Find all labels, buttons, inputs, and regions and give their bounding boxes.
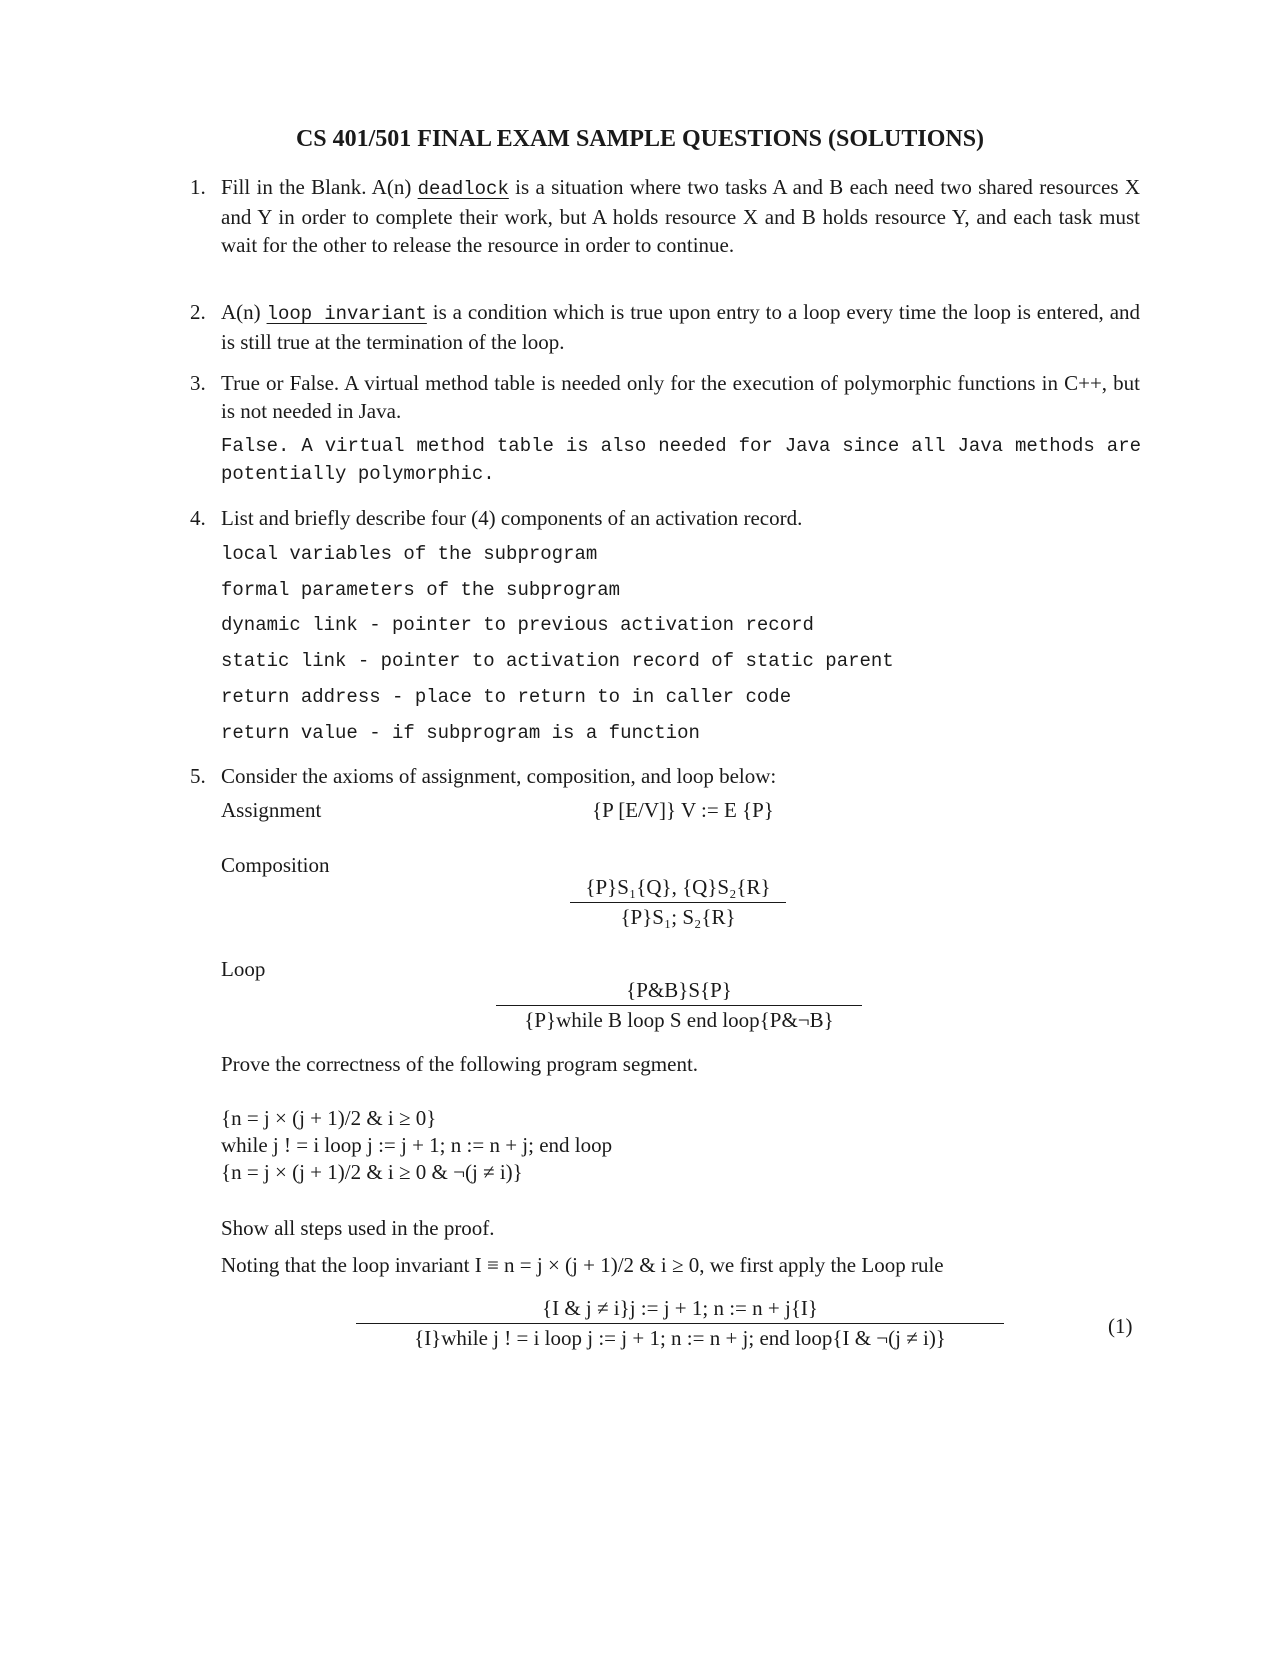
program-line: {n = j × (j + 1)/2 & i ≥ 0 & ¬(j ≠ i)}: [221, 1160, 523, 1184]
question-text: Consider the axioms of assignment, composition, and loop below:: [221, 764, 777, 788]
answer-item: dynamic link - pointer to previous activation record: [221, 614, 814, 636]
question-text-continued: is a condition which is true upon entry to a loop every time the loop is entered, and is still true at the termination of the loop.: [221, 300, 1141, 354]
question-number: 5.: [190, 764, 206, 788]
question-text: Fill in the Blank. A(n): [221, 175, 412, 199]
program-line: while j ! = i loop j := j + 1; n := n + j; end loop: [221, 1133, 613, 1157]
question-2: [190, 298, 1140, 356]
question-text: List and briefly describe four (4) components of an activation record.: [221, 506, 803, 530]
question-number: 3.: [190, 371, 206, 395]
answer-item: return address - place to return to in caller code: [221, 686, 792, 708]
equation-conclusion: {I}while j ! = i loop j := j + 1; n := n + j; end loop{I & ¬(j ≠ i)}: [414, 1326, 946, 1350]
loop-rule: [496, 978, 862, 1033]
composition-label: Composition: [221, 853, 330, 877]
question-text-continued: is a situation where two tasks A and B each need two shared resources X and Y in order to complete their work, but A holds resource X and B holds resource Y, and each task must wait for the other to release the resource in order to continue.: [221, 175, 1141, 257]
answer-item: local variables of the subprogram: [221, 543, 598, 565]
loop-label: Loop: [221, 957, 266, 981]
answer-item: static link - pointer to activation record of static parent: [221, 650, 894, 672]
page-title: CS 401/501 FINAL EXAM SAMPLE QUESTIONS (SOLUTIONS): [295, 126, 985, 152]
question-5: [190, 762, 1140, 790]
question-4: [190, 504, 1140, 532]
question-text: True or False. A virtual method table is needed only for the execution of polymorphic functions in C++, but is not needed in Java.: [221, 371, 1140, 423]
question-number: 2.: [190, 300, 206, 324]
answer-text: False. A virtual method table is also needed for Java since all Java methods are potentially polymorphic.: [221, 435, 1141, 485]
answer-blank: loop invariant: [266, 303, 427, 325]
loop-conclusion: {P}while B loop S end loop{P&¬B}: [524, 1008, 834, 1032]
answer-item: return value - if subprogram is a function: [221, 722, 700, 744]
answer-item: formal parameters of the subprogram: [221, 579, 621, 601]
question-number: 4.: [190, 506, 206, 530]
prove-instruction: Prove the correctness of the following program segment.: [221, 1052, 699, 1076]
composition-rule: [570, 875, 786, 930]
answer-blank: deadlock: [417, 178, 509, 200]
assignment-label: Assignment: [221, 798, 322, 822]
question-text: A(n): [221, 300, 261, 324]
composition-premise: {P}S₁{Q}, {Q}S₂{R}: [570, 875, 786, 903]
question-number: 1.: [190, 175, 206, 199]
question-3: [190, 369, 1140, 425]
question-1: [190, 173, 1140, 259]
show-steps-instruction: Show all steps used in the proof.: [221, 1216, 495, 1240]
loop-premise: {P&B}S{P}: [496, 978, 862, 1006]
composition-conclusion: {P}S₁; S₂{R}: [620, 905, 736, 929]
proof-text: Noting that the loop invariant I ≡ n = j × (j + 1)/2 & i ≥ 0, we first apply the Loop rule: [221, 1253, 944, 1277]
equation-premise: {I & j ≠ i}j := j + 1; n := n + j{I}: [356, 1296, 1004, 1324]
assignment-rule: {P [E/V]} V := E {P}: [592, 798, 774, 822]
equation-1: [356, 1296, 1004, 1351]
program-line: {n = j × (j + 1)/2 & i ≥ 0}: [221, 1106, 437, 1130]
equation-number: (1): [1108, 1314, 1133, 1338]
